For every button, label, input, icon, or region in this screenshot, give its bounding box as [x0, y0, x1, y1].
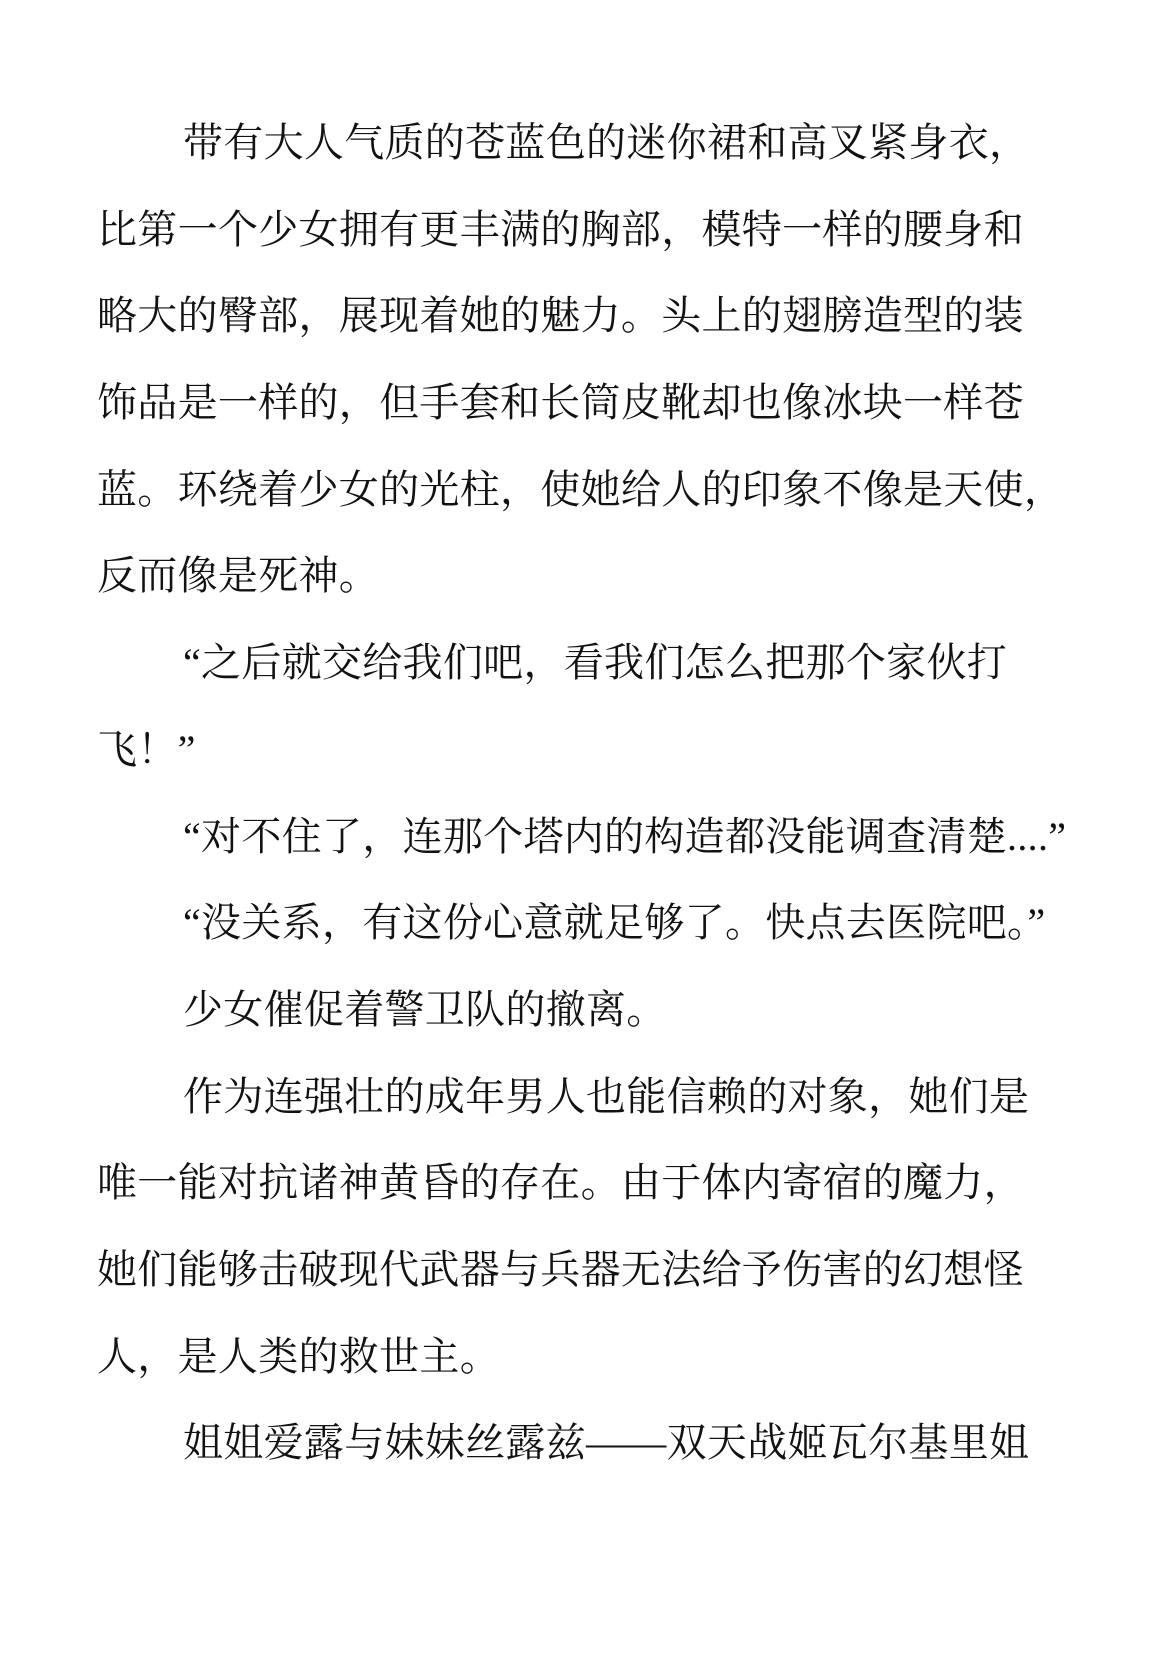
text-block: [97, 100, 1067, 1487]
text-line: “没关系，有这份心意就足够了。快点去医院吧。”: [183, 900, 1046, 946]
text-line: “之后就交给我们吧，看我们怎么把那个家伙打: [183, 640, 1008, 686]
text-line: 人，是人类的救世主。: [97, 1333, 500, 1379]
text-line: 略大的臀部，展现着她的魅力。头上的翅膀造型的装: [97, 293, 1024, 339]
text-line: 唯一能对抗诸神黄昏的存在。由于体内寄宿的魔力，: [97, 1160, 1024, 1206]
text-line: 她们能够击破现代武器与兵器无法给予伤害的幻想怪: [97, 1246, 1024, 1292]
text-line: 反而像是死神。: [97, 553, 380, 599]
text-line: 作为连强壮的成年男人也能信赖的对象，她们是: [183, 1073, 1030, 1119]
text-line: 比第一个少女拥有更丰满的胸部，模特一样的腰身和: [97, 206, 1024, 252]
text-line: 飞！”: [97, 726, 196, 772]
text-line: 饰品是一样的，但手套和长筒皮靴却也像冰块一样苍: [97, 380, 1024, 426]
text-line: 姐姐爱露与妹妹丝露兹——双天战姬瓦尔基里姐: [183, 1420, 1030, 1466]
text-line: 带有大人气质的苍蓝色的迷你裙和高叉紧身衣，: [183, 120, 1030, 165]
text-line: 少女催促着警卫队的撤离。: [183, 986, 667, 1032]
text-line: 蓝。环绕着少女的光柱，使她给人的印象不像是天使，: [97, 466, 1065, 512]
text-line: “对不住了，连那个塔内的构造都没能调查清楚....”: [183, 813, 1067, 859]
